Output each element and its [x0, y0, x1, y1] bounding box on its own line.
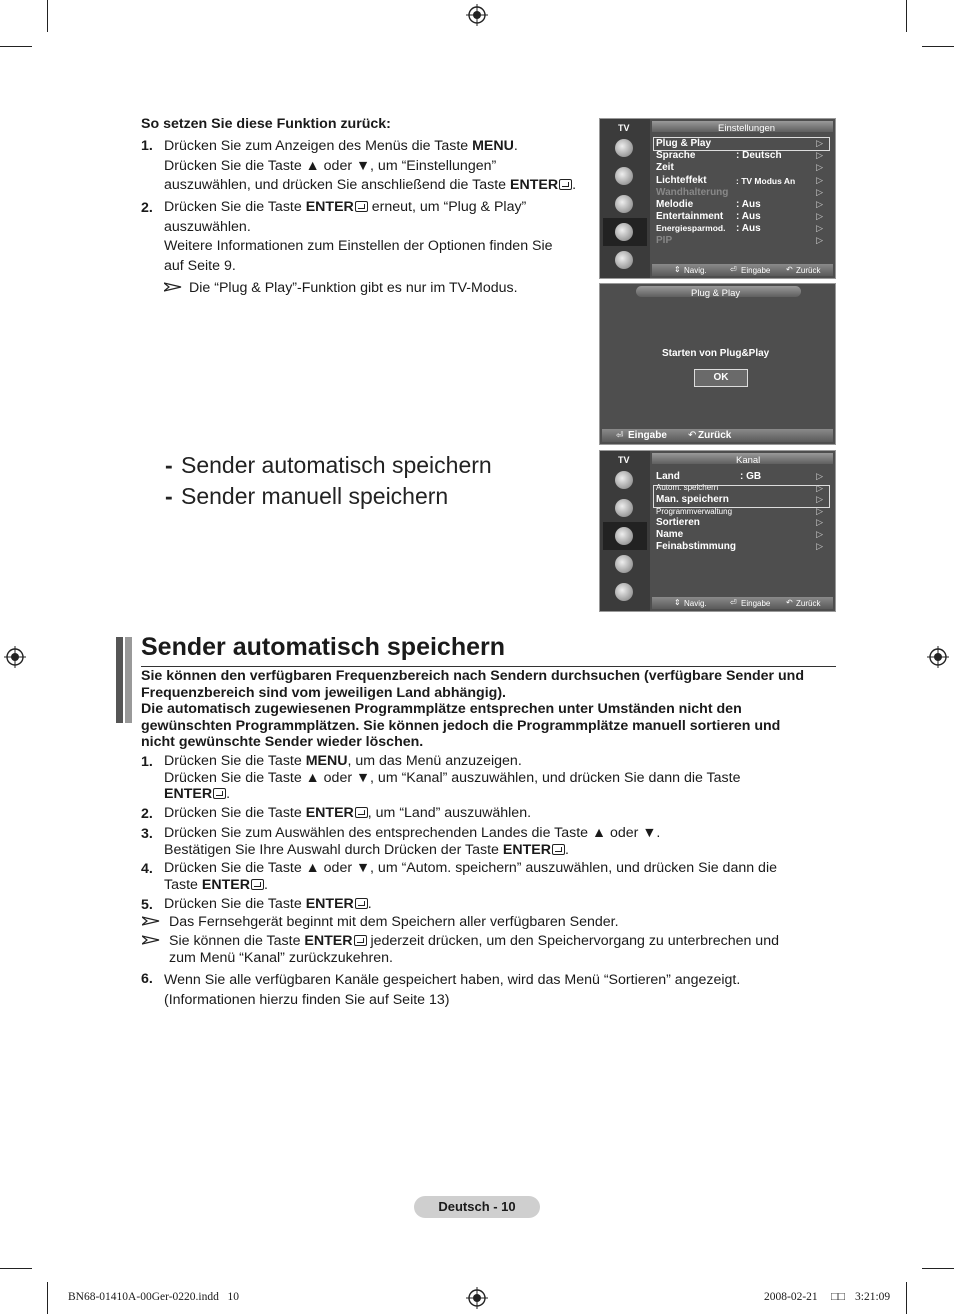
main-step-2: Drücken Sie die Taste ENTER , um “Land” auszuwählen.: [164, 805, 532, 821]
main-step-5: Drücken Sie die Taste ENTER .: [164, 896, 372, 912]
reset-step-1: Drücken Sie zum Anzeigen des Menüs die Taste MENU. Drücken Sie die Taste ▲ oder ▼, um “Einstellungen” auszuwählen, und drücken Sie anschließend die Taste ENTER .: [164, 138, 577, 193]
input-menu-icon: [603, 246, 647, 274]
menu-item: Melodie: [656, 199, 694, 210]
bullet-dash: -: [165, 483, 173, 509]
main-step-3: Drücken Sie zum Auswählen des entsprechenden Landes die Taste ▲ oder ▼. Bestätigen Sie Ihre Auswahl durch Drücken der Taste ENTER .: [164, 825, 661, 858]
print-time: 3:21:09: [855, 1291, 891, 1303]
tv-menu-settings-screen: [599, 118, 836, 279]
submenu-arrow-icon: ▷: [816, 175, 823, 185]
submenu-arrow-icon: ▷: [816, 471, 823, 481]
footer-enter: Eingabe: [628, 430, 667, 441]
topic-item: Sender manuell speichern: [181, 483, 449, 509]
note-1: Das Fernsehgerät beginnt mit dem Speichern aller verfügbaren Sender.: [169, 914, 619, 930]
tv-label: TV: [618, 123, 630, 133]
title-rule: [141, 666, 836, 667]
crop-mark: [906, 0, 907, 32]
menu-footer: [652, 597, 833, 609]
menu-value: : Aus: [736, 199, 761, 210]
registration-mark-icon: [466, 1287, 488, 1309]
note-arrow-icon: [164, 282, 182, 292]
footer-back: Zurück: [796, 599, 821, 608]
navigate-icon: ⇕: [674, 265, 681, 274]
return-icon: ↶: [786, 598, 793, 607]
enter-icon: [552, 844, 565, 855]
menu-item: Sprache: [656, 150, 696, 161]
menu-item: Programmverwaltung: [656, 507, 733, 516]
menu-item: Sortieren: [656, 517, 700, 528]
menu-value: : Aus: [736, 223, 761, 234]
dialog-footer: [602, 429, 833, 442]
enter-icon: [355, 898, 368, 909]
registration-mark-icon: [4, 646, 26, 668]
menu-value: : TV Modus An: [736, 176, 796, 186]
step-number: 2.: [141, 806, 153, 822]
enter-icon: [213, 788, 226, 799]
note-arrow-icon: [142, 935, 160, 945]
submenu-arrow-icon: ▷: [816, 541, 823, 551]
footer-nav: Navig.: [684, 599, 707, 608]
crop-mark: [0, 1268, 32, 1269]
submenu-arrow-icon: ▷: [816, 199, 823, 209]
menu-value: : Deutsch: [736, 150, 782, 161]
step-number: 5.: [141, 897, 153, 913]
picture-menu-icon: [603, 134, 647, 162]
tv-menu-channel-screen: [599, 450, 836, 612]
menu-item: Plug & Play: [656, 138, 712, 149]
menu-item: Name: [656, 529, 684, 540]
enter-icon: [354, 935, 367, 946]
footer-back: Zurück: [796, 266, 821, 275]
intro-text: Sie können den verfügbaren Frequenzbereich nach Sendern durchsuchen (verfügbare Sender und Frequenzbereich sind vom jeweiligen Land abhängig). Die automatisch zugewiesenen Programmplätze entsprechen unter Umständen nicht den gewünschten Programmplätzen. Sie können jedoch die Programmplätze manuell sortieren und nicht gewünschte Sender wieder löschen.: [141, 668, 805, 750]
note-2: Sie können die Taste ENTER jederzeit drücken, um den Speichervorgang zu unterbrechen und zum Menü “Kanal” zurückzukehren.: [169, 933, 779, 966]
print-boxes: □□: [831, 1291, 845, 1303]
submenu-arrow-icon: ▷: [816, 187, 823, 197]
sound-menu-icon: [603, 162, 647, 190]
section-bar: [125, 637, 132, 723]
menu-item: Lichteffekt: [656, 175, 707, 186]
print-date: 2008-02-21: [764, 1291, 818, 1303]
enter-icon: [251, 879, 264, 890]
topic-item: Sender automatisch speichern: [181, 452, 492, 478]
crop-mark: [922, 46, 954, 47]
menu-item: Energiesparmod.: [656, 223, 726, 233]
enter-icon: ⏎: [730, 598, 737, 607]
crop-mark: [0, 46, 32, 47]
menu-item: Zeit: [656, 162, 674, 173]
step-number: 1.: [141, 754, 153, 770]
step-number: 2.: [141, 200, 153, 216]
tv-plug-and-play-screen: [599, 283, 836, 445]
footer-enter: Eingabe: [741, 599, 771, 608]
menu-item: Land: [656, 471, 680, 482]
enter-icon: ⏎: [616, 430, 624, 440]
return-icon: ↶: [786, 265, 793, 274]
reset-heading: So setzen Sie diese Funktion zurück:: [141, 116, 391, 132]
main-step-4: Drücken Sie die Taste ▲ oder ▼, um “Autom. speichern” auszuwählen, und drücken Sie dann die Taste ENTER .: [164, 860, 777, 893]
menu-item: Autom. speichern: [656, 483, 719, 492]
footer-nav: Navig.: [684, 266, 707, 275]
submenu-arrow-icon: ▷: [816, 150, 823, 160]
page-number-badge: Deutsch - 10: [414, 1196, 540, 1218]
dialog-message: Starten von Plug&Play: [662, 348, 770, 359]
crop-mark: [906, 1282, 907, 1314]
submenu-arrow-icon: ▷: [816, 162, 823, 172]
menu-header: Kanal: [652, 453, 833, 464]
menu-item: Man. speichern: [656, 494, 729, 505]
submenu-arrow-icon: ▷: [816, 483, 823, 493]
sound-menu-icon: [603, 494, 647, 522]
main-step-1: Drücken Sie die Taste MENU, um das Menü anzuzeigen. Drücken Sie die Taste ▲ oder ▼, um “Kanal” auszuwählen, und drücken Sie dann die Taste ENTER .: [164, 753, 741, 802]
footer-enter: Eingabe: [741, 266, 771, 275]
tv-label: TV: [618, 455, 630, 465]
submenu-arrow-icon: ▷: [816, 138, 823, 148]
step-number: 1.: [141, 138, 153, 154]
menu-header: Einstellungen: [652, 121, 833, 132]
channel-menu-icon: [603, 522, 647, 550]
picture-menu-icon: [603, 466, 647, 494]
return-icon: ↶: [688, 430, 697, 441]
section-bar: [116, 637, 123, 723]
submenu-arrow-icon: ▷: [816, 235, 823, 245]
ok-button[interactable]: OK: [694, 369, 748, 387]
enter-icon: ⏎: [730, 265, 737, 274]
menu-footer: [652, 264, 833, 276]
submenu-arrow-icon: ▷: [816, 506, 823, 516]
setup-menu-icon: [603, 550, 647, 578]
enter-icon: [355, 807, 368, 818]
submenu-arrow-icon: ▷: [816, 211, 823, 221]
note-arrow-icon: [142, 916, 160, 926]
menu-item-disabled: Wandhalterung: [656, 187, 729, 198]
submenu-arrow-icon: ▷: [816, 223, 823, 233]
crop-mark: [47, 1282, 48, 1314]
dialog-header: Plug & Play: [636, 286, 801, 297]
setup-menu-icon: [603, 218, 647, 246]
main-step-6: Wenn Sie alle verfügbaren Kanäle gespeichert haben, wird das Menü “Sortieren” angezeigt. (Informationen hierzu finden Sie auf Seite 13): [164, 972, 741, 1008]
menu-value: : GB: [740, 471, 762, 482]
print-file-name: BN68-01410A-00Ger-0220.indd 10: [68, 1291, 239, 1303]
menu-item: Feinabstimmung: [656, 541, 737, 552]
bullet-dash: -: [165, 452, 173, 478]
channel-menu-icon: [603, 190, 647, 218]
registration-mark-icon: [466, 4, 488, 26]
step-number: 6.: [141, 971, 153, 987]
submenu-arrow-icon: ▷: [816, 517, 823, 527]
crop-mark: [47, 0, 48, 32]
crop-mark: [922, 1268, 954, 1269]
enter-icon: [355, 201, 368, 212]
input-menu-icon: [603, 578, 647, 606]
section-title: Sender automatisch speichern: [141, 633, 506, 661]
navigate-icon: ⇕: [674, 598, 681, 607]
enter-icon: [559, 179, 572, 190]
reset-step-2: Drücken Sie die Taste ENTER erneut, um “Plug & Play” auszuwählen. Weitere Informationen zum Einstellen der Optionen finden Sie auf Seite 9.: [164, 199, 553, 274]
menu-item: Entertainment: [656, 211, 724, 222]
footer-back: Zurück: [698, 430, 732, 441]
submenu-arrow-icon: ▷: [816, 494, 823, 504]
step-number: 4.: [141, 861, 153, 877]
menu-item-disabled: PIP: [656, 235, 673, 246]
reset-note: Die “Plug & Play”-Funktion gibt es nur im TV-Modus.: [189, 280, 518, 296]
menu-value: : Aus: [736, 211, 761, 222]
step-number: 3.: [141, 826, 153, 842]
registration-mark-icon: [927, 646, 949, 668]
submenu-arrow-icon: ▷: [816, 529, 823, 539]
